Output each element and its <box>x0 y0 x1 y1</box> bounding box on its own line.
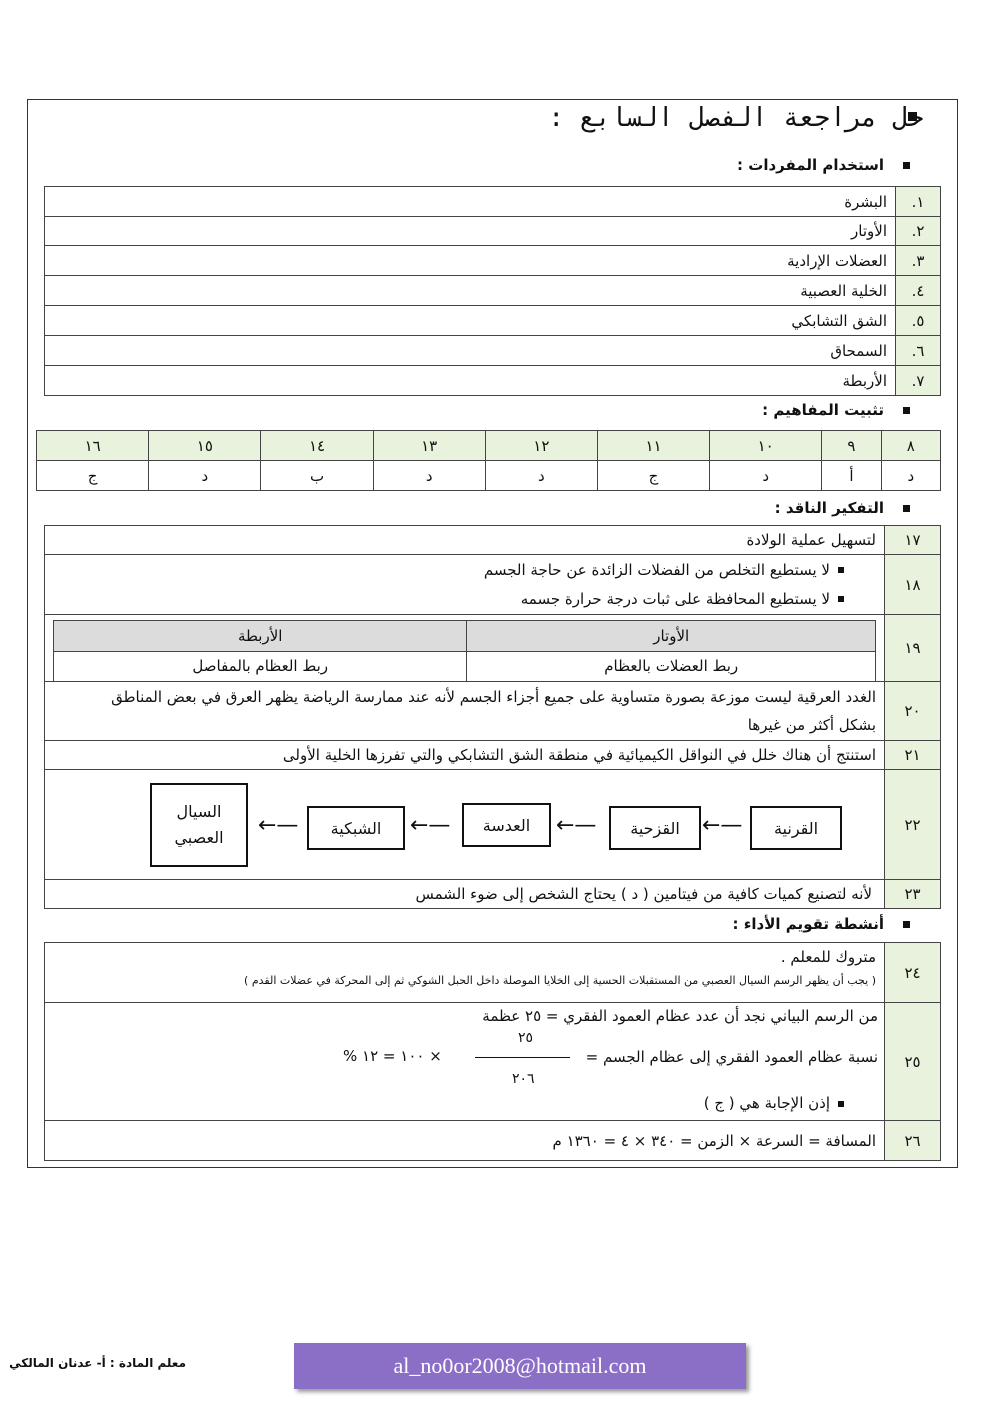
answer-cell: د <box>149 461 261 491</box>
answer-cell: د <box>485 461 597 491</box>
answer-cell: ج <box>597 461 709 491</box>
question-number: ١٢ <box>485 431 597 461</box>
vocab-number: ٧. <box>896 366 941 396</box>
bullet-icon <box>838 567 844 573</box>
answer-text: لأنه لتصنيع كميات كافية من فيتامين ( د ) يحتاج الشخص إلى ضوء الشمس <box>45 880 885 909</box>
answer-cell: ب <box>261 461 373 491</box>
answer-text: لتسهيل عملية الولادة <box>45 526 885 555</box>
table-row <box>45 366 941 396</box>
question-number: ١٣ <box>373 431 485 461</box>
table-row <box>45 880 941 909</box>
arrow-left-icon: ←— <box>702 813 743 838</box>
vocab-term: السمحاق <box>45 336 896 366</box>
bullet-icon <box>903 505 910 512</box>
vocab-number: ٥. <box>896 306 941 336</box>
answer-text-cell <box>45 943 885 1003</box>
answer-text: المسافة = السرعة × الزمن = ٣٤٠ × ٤ = ١٣٦٠ م <box>45 1121 885 1161</box>
vocab-number: ١. <box>896 187 941 217</box>
flow-box-lens: العدسة <box>462 803 551 847</box>
fraction-line <box>475 1057 570 1058</box>
arrow-left-icon: ←— <box>258 813 299 838</box>
column-header: الأربطة <box>54 621 467 652</box>
answer-note: ( يجب أن يظهر الرسم السيال العصبي من المستقبلات الحسية إلى الخلايا الموصلة داخل الحبل الشوكي ثم إلى المحركة في عضلات القدم ) <box>244 974 876 987</box>
answer-text: الغدد العرقية ليست موزعة بصورة متساوية على جميع أجزاء الجسم لأنه عند ممارسة الرياضة يظهر العرق في بعض المناطق بشكل أكثر من غيرها <box>45 682 885 741</box>
question-number: ٢٤ <box>885 943 941 1003</box>
column-header: الأوتار <box>467 621 876 652</box>
list-item-text: لا يستطيع المحافظة على ثبات درجة حرارة جسمه <box>520 589 830 608</box>
list-item-text: لا يستطيع التخلص من الفضلات الزائدة عن حاجة الجسم <box>483 560 830 579</box>
question-number: ٢٣ <box>885 880 941 909</box>
vocab-term: الخلية العصبية <box>45 276 896 306</box>
vocab-number: ٢. <box>896 217 941 246</box>
flow-box-cornea: القرنية <box>750 806 842 850</box>
arrow-left-icon: ←— <box>410 813 451 838</box>
vocab-term: البشرة <box>45 187 896 217</box>
page-title: حل مراجعة الفصل السابع : <box>548 103 924 133</box>
q25-line1: من الرسم البياني نجد أن عدد عظام العمود الفقري = ٢٥ عظمة <box>482 1007 878 1025</box>
question-number: ١٦ <box>37 431 149 461</box>
answer-cell: د <box>373 461 485 491</box>
table-row <box>37 461 941 491</box>
question-number: ٢٦ <box>885 1121 941 1161</box>
fraction-denominator: ٢٠٦ <box>512 1071 535 1087</box>
table-row <box>45 682 941 741</box>
vocab-number: ٦. <box>896 336 941 366</box>
question-number: ١٠ <box>710 431 822 461</box>
table-row <box>45 555 941 615</box>
table-cell: ربط العظام بالمفاصل <box>54 652 467 681</box>
question-number: ١٧ <box>885 526 941 555</box>
table-row <box>45 1121 941 1161</box>
vocab-table <box>44 186 941 396</box>
list-item <box>45 585 844 614</box>
table-row <box>37 431 941 461</box>
email-badge: al_no0or2008@hotmail.com <box>294 1343 746 1389</box>
q25-conclusion-text: إذن الإجابة هي ( ج ) <box>703 1094 830 1112</box>
list-item <box>45 556 844 585</box>
bullet-icon <box>838 1101 844 1107</box>
table-cell: ربط العضلات بالعظام <box>467 652 876 681</box>
vocab-number: ٣. <box>896 246 941 276</box>
bullet-icon <box>838 596 844 602</box>
answer-list <box>45 555 885 615</box>
bullet-icon <box>903 921 910 928</box>
table-row <box>45 306 941 336</box>
answer-cell: د <box>881 461 940 491</box>
answer-cell: أ <box>822 461 881 491</box>
question-number: ٩ <box>822 431 881 461</box>
section-concepts-heading: تثبيت المفاهيم : <box>762 401 884 419</box>
q25-conclusion <box>704 1094 844 1112</box>
vocab-term: الأربطة <box>45 366 896 396</box>
answer-line: متروك للمعلم . <box>780 948 876 966</box>
question-number: ١٥ <box>149 431 261 461</box>
flow-box-nerve-impulse: السيال العصبي <box>150 783 248 867</box>
q25-ratio-label: نسبة عظام العمود الفقري إلى عظام الجسم = <box>585 1048 878 1066</box>
fraction-numerator: ٢٥ <box>518 1030 534 1046</box>
comparison-table <box>53 620 876 681</box>
question-number: ٢٢ <box>885 770 941 880</box>
answer-text: استنتج أن هناك خلل في النواقل الكيميائية في منطقة الشق التشابكي والتي تفرزها الخلية الأولى <box>45 741 885 770</box>
table-row <box>45 276 941 306</box>
table-row <box>45 741 941 770</box>
table-row <box>54 621 876 652</box>
q25-result: × ١٠٠ = ١٢ % <box>343 1047 442 1065</box>
bullet-icon <box>903 162 910 169</box>
vocab-number: ٤. <box>896 276 941 306</box>
section-performance-heading: أنشطة تقويم الأداء : <box>732 915 884 933</box>
vocab-term: العضلات الإرادية <box>45 246 896 276</box>
question-number: ٢٥ <box>885 1003 941 1121</box>
question-number: ١٨ <box>885 555 941 615</box>
concepts-table <box>36 430 941 491</box>
vocab-term: الأوتار <box>45 217 896 246</box>
question-number: ٨ <box>881 431 940 461</box>
section-critical-heading: التفكير الناقد : <box>774 499 884 517</box>
answer-cell: ج <box>37 461 149 491</box>
table-row <box>45 615 941 682</box>
table-row <box>45 943 941 1003</box>
question-number: ٢١ <box>885 741 941 770</box>
comparison-cell <box>45 615 885 682</box>
bullet-icon <box>903 407 910 414</box>
teacher-name: معلم المادة : أ- عدنان المالكي <box>9 1356 186 1370</box>
table-row <box>45 526 941 555</box>
question-number: ١٤ <box>261 431 373 461</box>
arrow-left-icon: ←— <box>556 813 597 838</box>
table-row <box>54 652 876 681</box>
question-number: ١١ <box>597 431 709 461</box>
answer-cell: د <box>710 461 822 491</box>
question-number: ٢٠ <box>885 682 941 741</box>
flow-box-retina: الشبكية <box>307 806 405 850</box>
table-row <box>45 217 941 246</box>
flow-box-iris: القزحية <box>609 806 701 850</box>
table-row <box>45 246 941 276</box>
question-number: ١٩ <box>885 615 941 682</box>
table-row <box>45 336 941 366</box>
table-row <box>45 187 941 217</box>
vocab-term: الشق التشابكي <box>45 306 896 336</box>
section-vocab-heading: استخدام المفردات : <box>737 156 884 174</box>
